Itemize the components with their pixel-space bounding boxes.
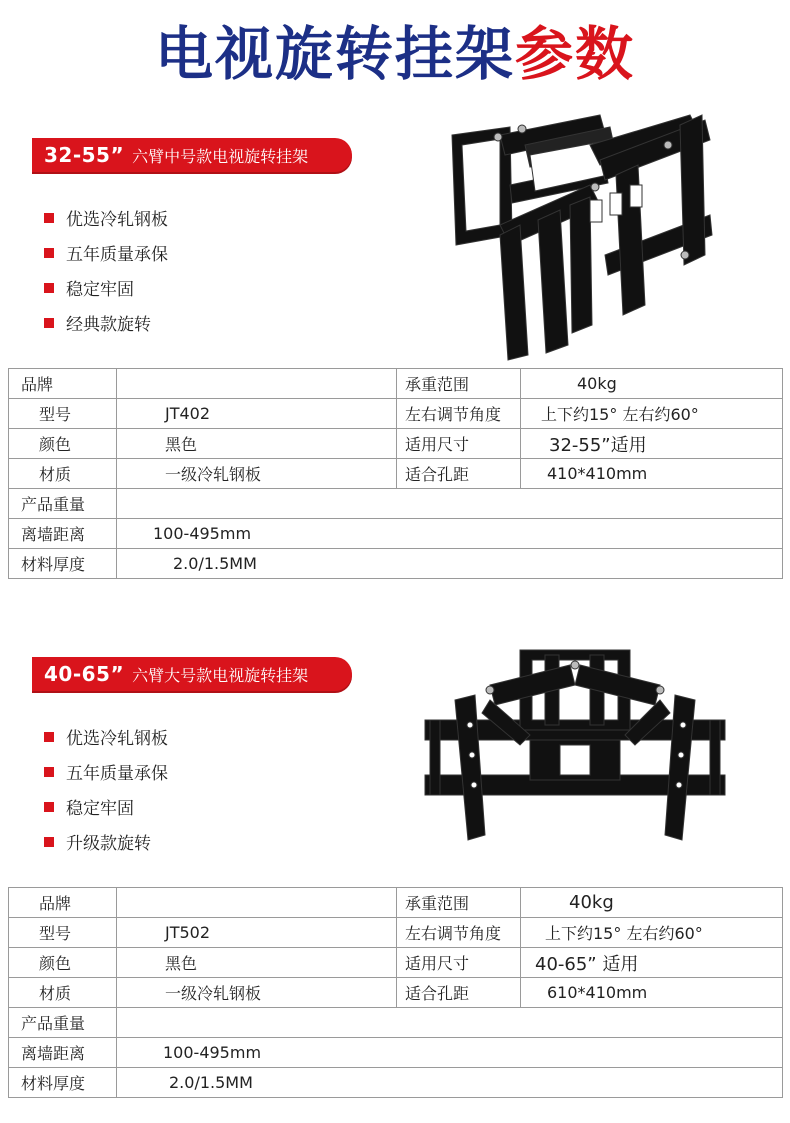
feature-item: 稳定牢固 [44, 789, 168, 824]
feature-item: 优选冷轧钢板 [44, 200, 168, 235]
table-row: 材质 一级冷轧钢板 适合孔距 610*410mm [9, 978, 783, 1008]
table-row: 产品重量 [9, 489, 783, 519]
table-row: 颜色 黑色 适用尺寸 40-65” 适用 [9, 948, 783, 978]
bullet-icon [44, 837, 54, 847]
feature-list [44, 200, 168, 340]
feature-item: 升级款旋转 [44, 824, 168, 859]
table-row: 产品重量 [9, 1008, 783, 1038]
bullet-icon [44, 318, 54, 328]
table-row: 型号 JT502 左右调节角度 上下约15° 左右约60° [9, 918, 783, 948]
feature-item: 五年质量承保 [44, 754, 168, 789]
page-title [0, 14, 790, 94]
feature-item: 经典款旋转 [44, 305, 168, 340]
feature-item: 优选冷轧钢板 [44, 719, 168, 754]
spec-table [8, 887, 783, 1098]
table-row: 材质 一级冷轧钢板 适合孔距 410*410mm [9, 459, 783, 489]
banner-name: 六臂中号款电视旋转挂架 [132, 146, 309, 166]
table-row: 型号 JT402 左右调节角度 上下约15° 左右约60° [9, 399, 783, 429]
bullet-icon [44, 283, 54, 293]
table-row: 离墙距离 100-495mm [9, 519, 783, 549]
banner-size: 40-65” [44, 662, 125, 686]
table-row: 颜色 黑色 适用尺寸 32-55”适用 [9, 429, 783, 459]
tv-wall-mount-folded-icon [440, 105, 720, 365]
table-row: 材料厚度 2.0/1.5MM [9, 1068, 783, 1098]
title-part-red: 参数 [515, 20, 636, 88]
feature-item: 五年质量承保 [44, 235, 168, 270]
table-row: 离墙距离 100-495mm [9, 1038, 783, 1068]
feature-item: 稳定牢固 [44, 270, 168, 305]
bullet-icon [44, 732, 54, 742]
feature-list [44, 719, 168, 859]
banner-name: 六臂大号款电视旋转挂架 [132, 665, 309, 685]
tv-wall-mount-extended-icon [420, 645, 730, 845]
table-row: 材料厚度 2.0/1.5MM [9, 549, 783, 579]
table-row: 品牌 承重范围 40kg [9, 888, 783, 918]
bullet-icon [44, 213, 54, 223]
bullet-icon [44, 802, 54, 812]
product-banner [32, 657, 352, 691]
table-row: 品牌 承重范围 40kg [9, 369, 783, 399]
bullet-icon [44, 248, 54, 258]
bullet-icon [44, 767, 54, 777]
banner-size: 32-55” [44, 143, 125, 167]
spec-table [8, 368, 783, 579]
product-banner [32, 138, 352, 172]
title-part-blue: 电视旋转挂架 [154, 20, 515, 88]
